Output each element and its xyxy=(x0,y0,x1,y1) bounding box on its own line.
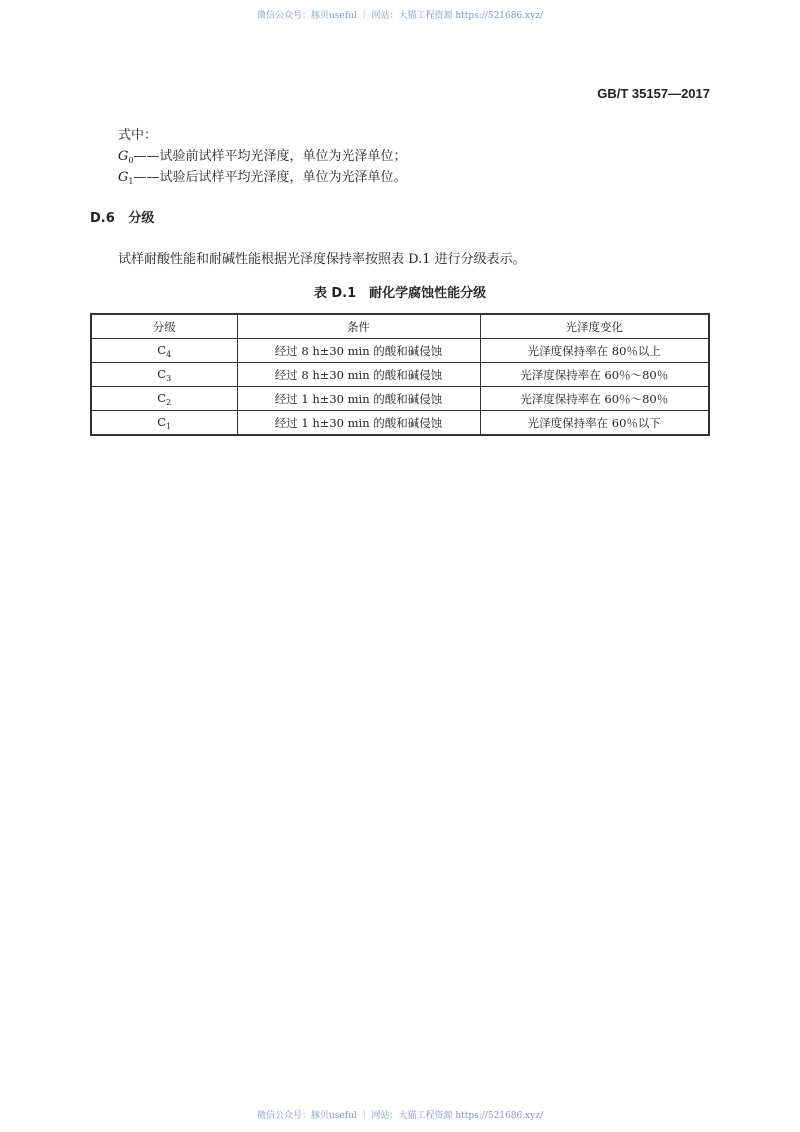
watermark-top: 微信公众号：豚贝useful ｜ 网站：大猫工程资源 https://521686.xyz/ xyxy=(257,11,543,21)
change-cell: 光泽度保持率在 80％以上 xyxy=(480,339,709,363)
grade-cell: $C_3$ xyxy=(91,363,237,387)
table-caption: 表 D.1 耐化学腐蚀性能分级 xyxy=(313,286,487,301)
condition-cell: 经过 1 h±30 min 的酸和碱侵蚀 xyxy=(237,387,480,411)
legend-g1: $G_1——$试验后试样平均光泽度，单位为光泽单位。 xyxy=(118,170,407,186)
condition-cell: 经过 1 h±30 min 的酸和碱侵蚀 xyxy=(237,411,480,436)
header-cell: 条件 xyxy=(237,314,480,339)
grade-cell: $C_4$ xyxy=(91,339,237,363)
header-cell: 分级 xyxy=(91,314,237,339)
grading-table xyxy=(90,313,710,436)
watermark-bottom: 微信公众号：豚贝useful ｜ 网站：大猫工程资源 https://521686.xyz/ xyxy=(257,1111,543,1121)
table-row xyxy=(91,411,709,436)
change-cell: 光泽度保持率在 60％～80％ xyxy=(480,387,709,411)
change-cell: 光泽度保持率在 60％以下 xyxy=(480,411,709,436)
grade-cell: $C_2$ xyxy=(91,387,237,411)
header-cell: 光泽度变化 xyxy=(480,314,709,339)
table-row xyxy=(91,363,709,387)
condition-cell: 经过 8 h±30 min 的酸和碱侵蚀 xyxy=(237,339,480,363)
condition-cell: 经过 8 h±30 min 的酸和碱侵蚀 xyxy=(237,363,480,387)
legend-g0: $G_0——$试验前试样平均光泽度，单位为光泽单位； xyxy=(118,149,407,165)
change-cell: 光泽度保持率在 60％～80％ xyxy=(480,363,709,387)
table-row xyxy=(91,339,709,363)
grade-cell: $C_1$ xyxy=(91,411,237,436)
table-header-row xyxy=(91,314,709,339)
formula-intro: 式中： xyxy=(118,128,158,143)
table-row xyxy=(91,387,709,411)
paragraph: 试样耐酸性能和耐碱性能根据光泽度保持率按照表 D.1 进行分级表示。 xyxy=(118,252,526,267)
standard-number: GB/T 35157—2017 xyxy=(597,86,710,101)
section-heading: D.6 分级 xyxy=(90,211,155,226)
